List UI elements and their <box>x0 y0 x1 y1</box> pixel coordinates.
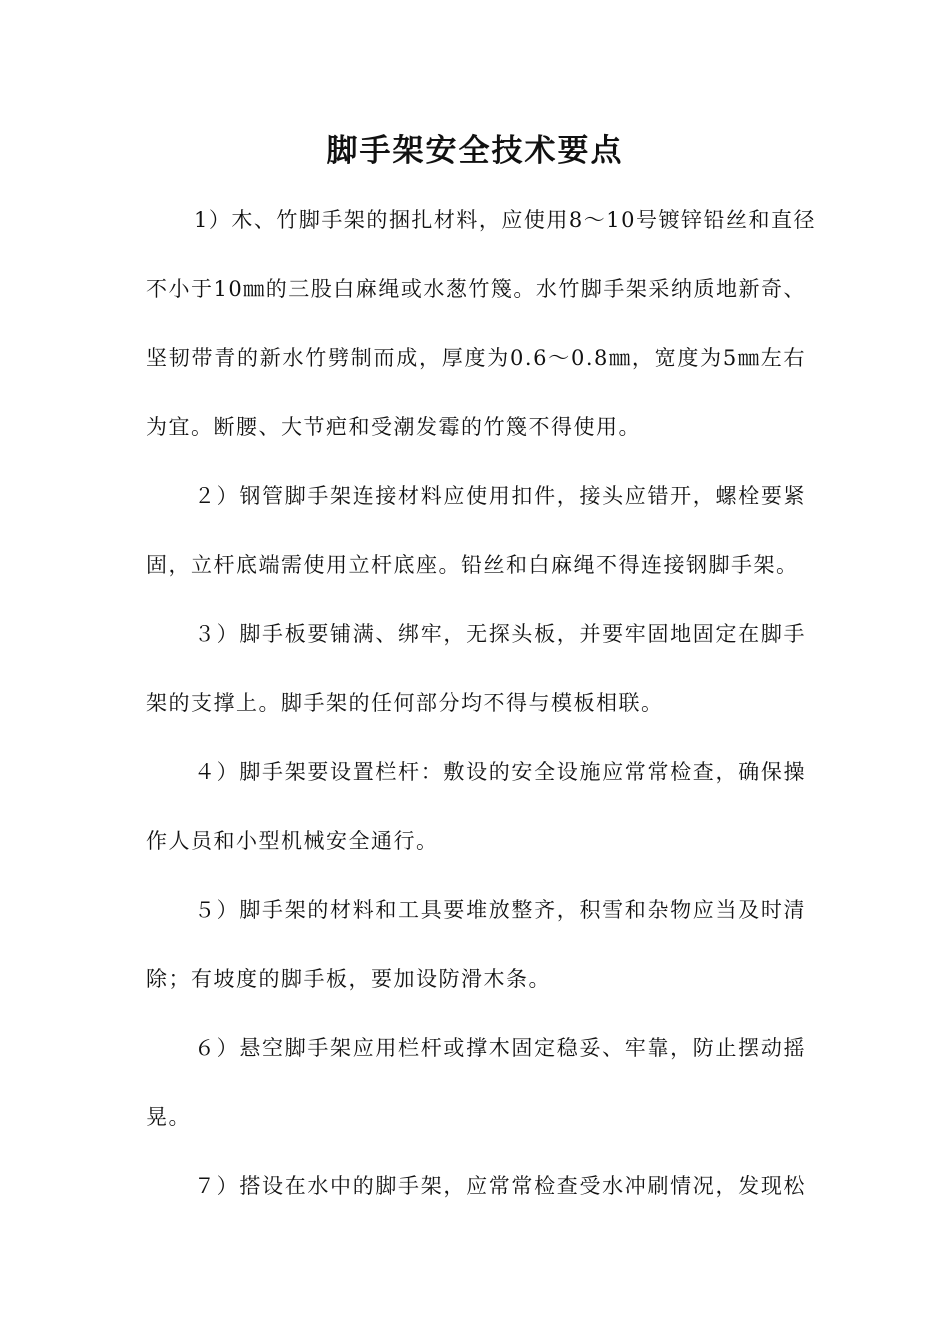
paragraph-5-line-1: ５）脚手架的材料和工具要堆放整齐，积雪和杂物应当及时清 <box>194 898 806 922</box>
paragraph-2-line-1: ２）钢管脚手架连接材料应使用扣件，接头应错开，螺栓要紧 <box>194 484 806 508</box>
paragraph-5-line-2: 除；有坡度的脚手板，要加设防滑木条。 <box>146 967 551 991</box>
paragraph-3-line-2: 架的支撑上。脚手架的任何部分均不得与模板相联。 <box>146 691 664 715</box>
paragraph-4-line-2: 作人员和小型机械安全通行。 <box>146 829 439 853</box>
document-title: 脚手架安全技术要点 <box>326 133 624 169</box>
paragraph-7-line-1: ７）搭设在水中的脚手架，应常常检查受水冲刷情况，发现松 <box>194 1174 806 1198</box>
paragraph-1-line-2: 不小于10㎜的三股白麻绳或水葱竹篾。水竹脚手架采纳质地新奇、 <box>146 277 806 301</box>
paragraph-6-line-2: 晃。 <box>146 1105 191 1129</box>
document-body <box>146 200 816 1235</box>
paragraph-3-line-1: ３）脚手板要铺满、绑牢，无探头板，并要牢固地固定在脚手 <box>194 622 806 646</box>
paragraph-1-line-4: 为宜。断腰、大节疤和受潮发霉的竹篾不得使用。 <box>146 415 641 439</box>
paragraph-2-line-2: 固，立杆底端需使用立杆底座。铅丝和白麻绳不得连接钢脚手架。 <box>146 553 799 577</box>
paragraph-4-line-1: ４）脚手架要设置栏杆：敷设的安全设施应常常检查，确保操 <box>194 760 806 784</box>
paragraph-1-line-3: 坚韧带青的新水竹劈制而成，厚度为0.6～0.8㎜，宽度为5㎜左右 <box>146 346 806 370</box>
paragraph-1-line-1: 1）木、竹脚手架的捆扎材料，应使用8～10号镀锌铅丝和直径 <box>194 208 816 232</box>
paragraph-6-line-1: ６）悬空脚手架应用栏杆或撑木固定稳妥、牢靠，防止摆动摇 <box>194 1036 806 1060</box>
